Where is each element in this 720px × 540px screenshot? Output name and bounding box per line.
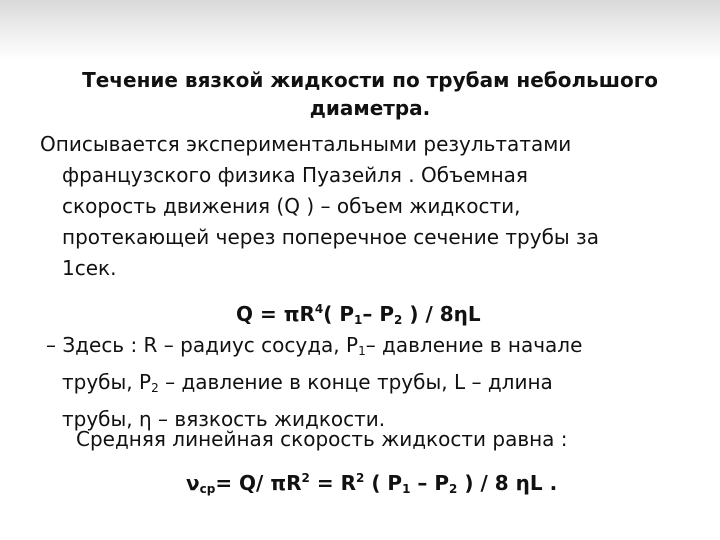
text-part: – Здесь : R – радиус сосуда, P	[46, 333, 359, 357]
formula-part: ) / 8ηL	[402, 302, 481, 326]
average-speed-formula	[186, 464, 557, 503]
poiseuille-formula	[236, 295, 481, 334]
text-part: – давление в конце трубы, L – длина	[158, 370, 553, 394]
text-line	[46, 330, 582, 367]
text-line: Описывается экспериментальными результатами	[40, 132, 572, 156]
formula-subscript: 1	[354, 313, 363, 327]
text-line: французского физика Пуазейля . Объемная	[62, 163, 528, 187]
text-subscript: 2	[151, 381, 159, 395]
text-line: скорость движения (Q ) – объем жидкости,	[62, 194, 521, 218]
text-part: – давление в начале	[365, 333, 583, 357]
formula-subscript: 1	[402, 482, 411, 496]
formula-exponent: 2	[301, 471, 310, 485]
paragraph-average-speed	[76, 424, 568, 455]
text-line	[46, 367, 582, 404]
formula-part: πR	[283, 302, 315, 326]
paragraph-description	[40, 129, 599, 284]
text-line: Средняя линейная скорость жидкости равна :	[76, 427, 568, 451]
formula-subscript: 2	[449, 482, 458, 496]
text-line: 1сек.	[62, 256, 117, 280]
paragraph-definitions	[46, 330, 582, 435]
formula-subscript: 2	[394, 313, 403, 327]
formula-part: ( P	[323, 302, 355, 326]
text-part: трубы, P	[62, 370, 152, 394]
formula-exponent: 4	[314, 302, 324, 316]
text-line: трубы, η – вязкость жидкости.	[62, 407, 386, 431]
formula-part: ν	[186, 471, 200, 495]
formula-part: – P	[362, 302, 395, 326]
text-line: протекающей через поперечное сечение трубы за	[62, 225, 599, 249]
title-line: диаметра.	[309, 96, 431, 120]
formula-part: ) / 8 ηL .	[457, 471, 558, 495]
formula-subscript: ср	[199, 482, 216, 496]
title-line: Течение вязкой жидкости по трубам небольшого	[82, 68, 658, 92]
formula-part: = Q/ πR	[215, 471, 302, 495]
formula-part: = R	[309, 471, 356, 495]
formula-exponent: 2	[356, 471, 365, 485]
text-subscript: 1	[358, 344, 366, 358]
formula-part: Q =	[236, 302, 284, 326]
formula-part: ( P	[364, 471, 403, 495]
formula-part: – P	[410, 471, 450, 495]
slide-title	[40, 66, 700, 122]
